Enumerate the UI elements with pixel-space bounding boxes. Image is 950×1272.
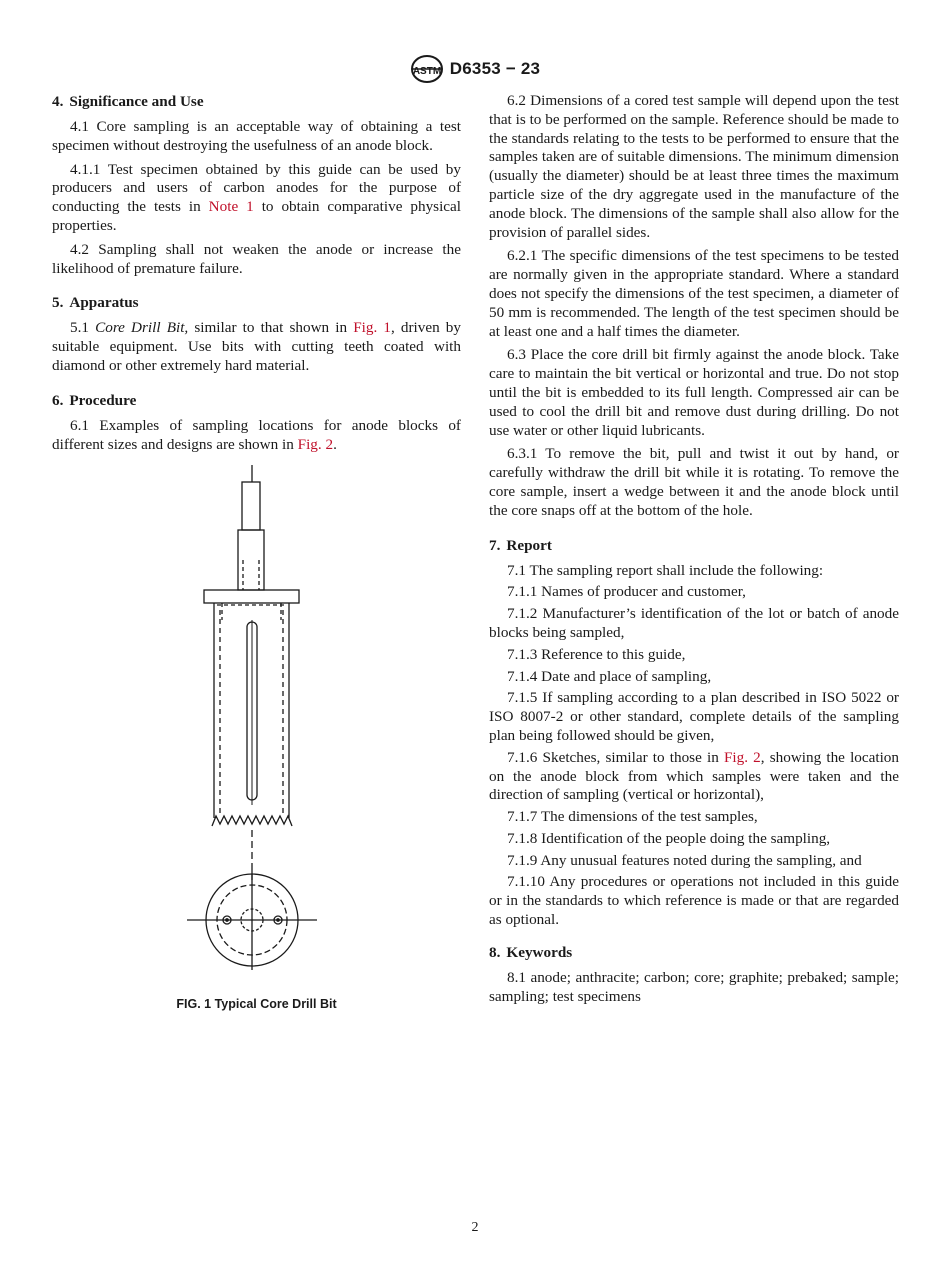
fig-2-link-report[interactable]: Fig. 2 xyxy=(723,748,761,766)
astm-logo-icon xyxy=(410,54,444,84)
document-designation: D6353 − 23 xyxy=(449,59,541,78)
fig-1-link[interactable]: Fig. 1 xyxy=(353,319,391,337)
paragraph-8-1: 8.1 anode; anthracite; carbon; core; graphite; prebaked; sample; sampling; test specimens xyxy=(489,968,899,1005)
paragraph-6-1: 6.1 Examples of sampling locations for anode blocks of different sizes and designs are shown in Fig. 2. xyxy=(52,416,461,453)
section-heading-6: 6. Procedure xyxy=(52,391,137,409)
paragraph-5-1: 5.1 Core Drill Bit, similar to that shown in Fig. 1, driven by suitable equipment. Use bits with cutting teeth coated with diamond or other extremely hard material. xyxy=(52,319,461,374)
paragraph-7-1-7: 7.1.7 The dimensions of the test samples, xyxy=(507,808,758,826)
paragraph-6-2-1: 6.2.1 The specific dimensions of the test specimens to be tested are normally given in the appropriate standard. Where a standard does not specify the dimensions of the test specimen, a diameter of 50 mm is recommended. The length of the test specimen should be at least one and a half times the diameter. xyxy=(489,247,899,340)
drill-collar xyxy=(238,530,264,590)
paragraph-7-1-9: 7.1.9 Any unusual features noted during the sampling, and xyxy=(507,851,862,869)
fig-2-link[interactable]: Fig. 2 xyxy=(297,435,334,453)
paragraph-7-1-10: 7.1.10 Any procedures or operations not included in this guide or in the standards to which reference is made or that are regarded as optional. xyxy=(489,873,899,929)
paragraph-6-3-1: 6.3.1 To remove the bit, pull and twist it out by hand, or carefully withdraw the drill bit while it is rotating. To remove the core sample, insert a wedge between it and the anode block until the core snaps off at the bottom of the hole. xyxy=(489,445,899,519)
paragraph-7-1-8: 7.1.8 Identification of the people doing the sampling, xyxy=(507,829,831,847)
paragraph-7-1-6: 7.1.6 Sketches, similar to those in Fig. 2, showing the location on the anode block from which samples were taken and the direction of sampling (vertical or horizontal), xyxy=(489,748,899,804)
left-column xyxy=(52,92,461,459)
section-heading-8: 8. Keywords xyxy=(489,943,573,961)
page-header xyxy=(0,54,950,84)
cutting-teeth xyxy=(212,816,292,826)
section-heading-7: 7. Report xyxy=(489,536,552,554)
drill-shank xyxy=(242,482,260,530)
paragraph-7-1-2: 7.1.2 Manufacturer’s identification of the lot or batch of anode blocks being sampled, xyxy=(489,605,899,641)
paragraph-7-1-3: 7.1.3 Reference to this guide, xyxy=(507,645,686,663)
figure-core-drill-bit xyxy=(52,460,461,1000)
svg-text:ASTM: ASTM xyxy=(412,66,441,77)
section-heading-4: 4. Significance and Use xyxy=(52,93,204,110)
right-column xyxy=(489,92,899,1011)
paragraph-7-1-1: 7.1.1 Names of producer and customer, xyxy=(507,583,746,601)
note-1-link[interactable]: Note 1 xyxy=(208,198,254,216)
paragraph-4-2: 4.2 Sampling shall not weaken the anode or increase the likelihood of premature failure. xyxy=(52,240,461,277)
paragraph-7-1: 7.1 The sampling report shall include the following: xyxy=(507,561,824,579)
drill-flange xyxy=(204,590,299,603)
paragraph-7-1-5: 7.1.5 If sampling according to a plan described in ISO 5022 or ISO 8007-2 or other standard, complete details of the sampling plan being followed should be given, xyxy=(489,689,899,744)
paragraph-6-2: 6.2 Dimensions of a cored test sample will depend upon the test that is to be performed on the sample. Reference should be made to the standards relating to the tests to be performed to ensure that the samples taken are of suitable dimensions. The minimum dimension (usually the diameter) should be at least three times the maximum particle size of the dry aggregate used in the manufacture of the anode block. The dimensions of the sample shall also allow for the provision of parallel sides. xyxy=(489,92,899,241)
paragraph-7-1-4: 7.1.4 Date and place of sampling, xyxy=(507,667,712,685)
figure-caption: FIG. 1 Typical Core Drill Bit xyxy=(176,997,337,1011)
paragraph-4-1: 4.1 Core sampling is an acceptable way of obtaining a test specimen without destroying the usefulness of an anode block. xyxy=(52,118,461,154)
paragraph-4-1-1: 4.1.1 Test specimen obtained by this guide can be used by producers and users of carbon anodes for the purpose of conducting the tests in Note 1 to obtain comparative physical properties. xyxy=(52,160,461,234)
page-number: 2 xyxy=(471,1220,479,1235)
section-heading-5: 5. Apparatus xyxy=(52,294,139,312)
paragraph-6-3: 6.3 Place the core drill bit firmly against the anode block. Take care to maintain the bit vertical or horizontal and true. Do not stop until the bit is embedded to its full length. Compressed air can be used to cool the drill bit and remove dust during drilling. Do not use water or other liquid lubricants. xyxy=(489,346,899,439)
